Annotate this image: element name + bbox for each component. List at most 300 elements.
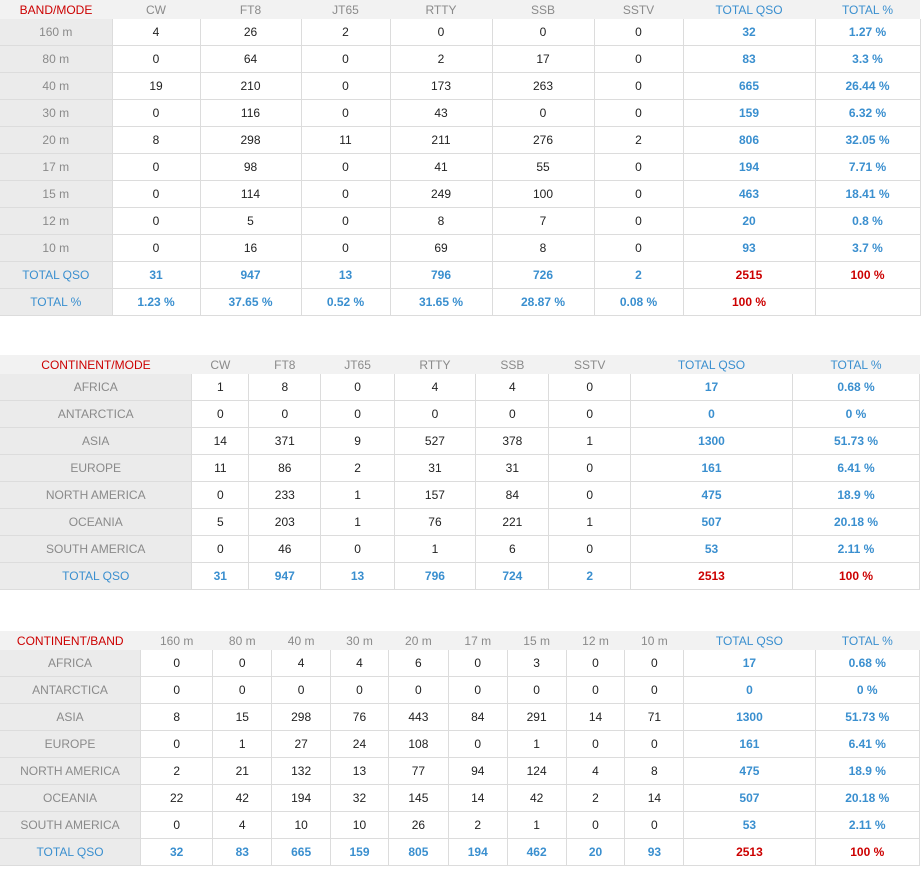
column-header-jt65: JT65	[301, 0, 390, 19]
grand-total-qso: 2515	[683, 262, 815, 289]
cell-value: 211	[390, 127, 492, 154]
column-header-sstv: SSTV	[594, 0, 683, 19]
column-total-qso: 13	[321, 563, 394, 590]
cell-value: 0	[321, 536, 394, 563]
cell-value: 0	[492, 100, 594, 127]
row-label: OCEANIA	[0, 509, 192, 536]
table-row	[0, 154, 920, 181]
column-total-pct: 1.23 %	[112, 289, 200, 316]
row-total-pct: 18.9 %	[815, 758, 919, 785]
table-row	[0, 208, 920, 235]
cell-value: 108	[388, 731, 448, 758]
row-label: ASIA	[0, 428, 192, 455]
cell-value: 11	[301, 127, 390, 154]
cell-value: 0	[594, 73, 683, 100]
cell-value: 0	[448, 677, 507, 704]
table-row	[0, 127, 920, 154]
total-qso-row	[0, 262, 920, 289]
cell-value: 86	[249, 455, 321, 482]
row-total-pct: 20.18 %	[815, 785, 919, 812]
column-total-pct: 0.52 %	[301, 289, 390, 316]
row-total-pct: 1.27 %	[815, 19, 920, 46]
row-total-qso: 53	[630, 536, 792, 563]
row-total-pct: 2.11 %	[793, 536, 920, 563]
cell-value: 0	[448, 650, 507, 677]
column-total-qso: 796	[390, 262, 492, 289]
row-total-qso: 1300	[684, 704, 815, 731]
cell-value: 4	[213, 812, 272, 839]
header-row	[0, 355, 920, 374]
cell-value: 0	[594, 46, 683, 73]
cell-value: 0	[476, 401, 549, 428]
row-total-qso: 507	[630, 509, 792, 536]
row-total-pct: 0.68 %	[815, 650, 919, 677]
cell-value: 10	[331, 812, 389, 839]
column-total-qso: 31	[112, 262, 200, 289]
column-total-pct: 28.87 %	[492, 289, 594, 316]
cell-value: 0	[141, 650, 213, 677]
table-row	[0, 374, 920, 401]
corner-label: CONTINENT/BAND	[0, 631, 141, 650]
cell-value: 7	[492, 208, 594, 235]
row-total-qso: 806	[683, 127, 815, 154]
row-label: NORTH AMERICA	[0, 482, 192, 509]
cell-value: 4	[272, 650, 331, 677]
cell-value: 0	[301, 154, 390, 181]
cell-value: 0	[594, 235, 683, 262]
cell-value: 0	[301, 73, 390, 100]
cell-value: 276	[492, 127, 594, 154]
cell-value: 4	[476, 374, 549, 401]
cell-value: 0	[192, 401, 249, 428]
cell-value: 116	[200, 100, 301, 127]
column-header-cw: CW	[112, 0, 200, 19]
row-total-qso: 93	[683, 235, 815, 262]
cell-value: 16	[200, 235, 301, 262]
row-total-qso: 161	[630, 455, 792, 482]
column-total-pct: 37.65 %	[200, 289, 301, 316]
table-row	[0, 235, 920, 262]
row-label: 12 m	[0, 208, 112, 235]
column-header-rtty: RTTY	[390, 0, 492, 19]
cell-value: 0	[192, 482, 249, 509]
row-total-qso: 507	[684, 785, 815, 812]
cell-value: 31	[476, 455, 549, 482]
cell-value: 4	[112, 19, 200, 46]
cell-value: 71	[625, 704, 684, 731]
column-total-qso: 32	[141, 839, 213, 866]
grand-total-pct: 100 %	[815, 839, 919, 866]
cell-value: 2	[301, 19, 390, 46]
column-header-total-pct: TOTAL %	[815, 631, 919, 650]
header-row	[0, 0, 920, 19]
cell-value: 10	[272, 812, 331, 839]
cell-value: 2	[594, 127, 683, 154]
column-header-jt65: JT65	[321, 355, 394, 374]
column-total-qso: 665	[272, 839, 331, 866]
cell-value: 0	[112, 100, 200, 127]
table-row	[0, 100, 920, 127]
table-row	[0, 401, 920, 428]
band-mode-table	[0, 0, 921, 316]
cell-value: 157	[394, 482, 476, 509]
row-total-pct: 26.44 %	[815, 73, 920, 100]
column-header-10-m: 10 m	[625, 631, 684, 650]
cell-value: 4	[566, 758, 625, 785]
cell-value: 0	[390, 19, 492, 46]
cell-value: 0	[112, 208, 200, 235]
cell-value: 41	[390, 154, 492, 181]
cell-value: 0	[492, 19, 594, 46]
column-total-qso: 159	[331, 839, 389, 866]
row-label: 15 m	[0, 181, 112, 208]
cell-value: 14	[448, 785, 507, 812]
cell-value: 3	[507, 650, 566, 677]
table-row	[0, 677, 920, 704]
column-header-17-m: 17 m	[448, 631, 507, 650]
column-header-total-pct: TOTAL %	[815, 0, 920, 19]
row-label: 10 m	[0, 235, 112, 262]
cell-value: 26	[200, 19, 301, 46]
cell-value: 15	[213, 704, 272, 731]
column-total-qso: 805	[388, 839, 448, 866]
cell-value: 0	[272, 677, 331, 704]
cell-value: 0	[625, 677, 684, 704]
row-label: ANTARCTICA	[0, 677, 141, 704]
table-row	[0, 46, 920, 73]
cell-value: 1	[192, 374, 249, 401]
cell-value: 5	[200, 208, 301, 235]
cell-value: 77	[388, 758, 448, 785]
cell-value: 8	[390, 208, 492, 235]
cell-value: 2	[448, 812, 507, 839]
row-total-qso: 83	[683, 46, 815, 73]
grand-total-pct: 100 %	[683, 289, 815, 316]
cell-value: 0	[625, 650, 684, 677]
cell-value: 0	[321, 374, 394, 401]
table-row	[0, 812, 920, 839]
continent-mode-table	[0, 355, 920, 590]
grand-total-pct: 100 %	[815, 262, 920, 289]
column-total-qso: 796	[394, 563, 476, 590]
column-header-rtty: RTTY	[394, 355, 476, 374]
cell-value: 527	[394, 428, 476, 455]
row-total-pct: 7.71 %	[815, 154, 920, 181]
row-total-pct: 3.3 %	[815, 46, 920, 73]
cell-value: 1	[213, 731, 272, 758]
cell-value: 124	[507, 758, 566, 785]
cell-value: 64	[200, 46, 301, 73]
table-header	[0, 0, 920, 19]
cell-value: 132	[272, 758, 331, 785]
row-total-qso: 17	[630, 374, 792, 401]
cell-value: 145	[388, 785, 448, 812]
row-total-qso: 475	[684, 758, 815, 785]
column-header-40-m: 40 m	[272, 631, 331, 650]
cell-value: 0	[625, 812, 684, 839]
cell-value: 76	[394, 509, 476, 536]
cell-value: 263	[492, 73, 594, 100]
row-total-pct: 51.73 %	[815, 704, 919, 731]
column-total-pct: 0.08 %	[594, 289, 683, 316]
cell-value: 2	[321, 455, 394, 482]
column-header-cw: CW	[192, 355, 249, 374]
cell-value: 8	[492, 235, 594, 262]
cell-value: 42	[507, 785, 566, 812]
cell-value: 55	[492, 154, 594, 181]
row-total-qso: 475	[630, 482, 792, 509]
cell-value: 6	[476, 536, 549, 563]
cell-value: 8	[625, 758, 684, 785]
column-total-qso: 20	[566, 839, 625, 866]
row-total-pct: 0 %	[793, 401, 920, 428]
table-row	[0, 19, 920, 46]
cell-value: 0	[594, 100, 683, 127]
row-label: ANTARCTICA	[0, 401, 192, 428]
row-label: 160 m	[0, 19, 112, 46]
row-label: ASIA	[0, 704, 141, 731]
cell-value: 27	[272, 731, 331, 758]
corner-label: BAND/MODE	[0, 0, 112, 19]
table-row	[0, 704, 920, 731]
cell-value: 4	[331, 650, 389, 677]
cell-value: 32	[331, 785, 389, 812]
cell-value: 1	[507, 731, 566, 758]
total-qso-row-label: TOTAL QSO	[0, 262, 112, 289]
cell-value: 249	[390, 181, 492, 208]
row-total-qso: 0	[684, 677, 815, 704]
row-label: AFRICA	[0, 374, 192, 401]
cell-value: 0	[112, 181, 200, 208]
cell-value: 2	[390, 46, 492, 73]
cell-value: 14	[625, 785, 684, 812]
table-row	[0, 73, 920, 100]
cell-value: 94	[448, 758, 507, 785]
total-qso-row-label: TOTAL QSO	[0, 563, 192, 590]
cell-value: 0	[566, 731, 625, 758]
column-header-ft8: FT8	[249, 355, 321, 374]
cell-value: 203	[249, 509, 321, 536]
cell-value: 0	[112, 235, 200, 262]
column-header-ft8: FT8	[200, 0, 301, 19]
cell-value: 1	[507, 812, 566, 839]
row-label: 40 m	[0, 73, 112, 100]
cell-value: 22	[141, 785, 213, 812]
column-header-15-m: 15 m	[507, 631, 566, 650]
row-total-qso: 665	[683, 73, 815, 100]
cell-value: 0	[549, 482, 631, 509]
cell-value: 0	[249, 401, 321, 428]
row-total-qso: 0	[630, 401, 792, 428]
table-body	[0, 374, 920, 590]
cell-value: 0	[549, 374, 631, 401]
column-header-total-qso: TOTAL QSO	[684, 631, 815, 650]
cell-value: 2	[566, 785, 625, 812]
table-header	[0, 355, 920, 374]
row-label: 17 m	[0, 154, 112, 181]
cell-value: 43	[390, 100, 492, 127]
cell-value: 0	[625, 731, 684, 758]
row-label: 30 m	[0, 100, 112, 127]
cell-value: 0	[549, 455, 631, 482]
cell-value: 0	[301, 46, 390, 73]
row-total-pct: 6.41 %	[793, 455, 920, 482]
cell-value: 0	[301, 208, 390, 235]
table-row	[0, 509, 920, 536]
cell-value: 76	[331, 704, 389, 731]
cell-value: 1	[321, 509, 394, 536]
column-header-160-m: 160 m	[141, 631, 213, 650]
table-row	[0, 650, 920, 677]
row-total-qso: 1300	[630, 428, 792, 455]
cell-value: 2	[141, 758, 213, 785]
cell-value: 14	[192, 428, 249, 455]
table-row	[0, 455, 920, 482]
cell-value: 0	[507, 677, 566, 704]
total-pct-row-label: TOTAL %	[0, 289, 112, 316]
cell-value: 0	[448, 731, 507, 758]
column-total-qso: 724	[476, 563, 549, 590]
cell-value: 8	[141, 704, 213, 731]
row-total-pct: 20.18 %	[793, 509, 920, 536]
table-row	[0, 536, 920, 563]
table-row	[0, 758, 920, 785]
cell-value: 0	[388, 677, 448, 704]
cell-value: 371	[249, 428, 321, 455]
cell-value: 0	[331, 677, 389, 704]
row-label: 80 m	[0, 46, 112, 73]
row-total-qso: 20	[683, 208, 815, 235]
column-header-ssb: SSB	[492, 0, 594, 19]
cell-value: 194	[272, 785, 331, 812]
total-pct-row	[0, 289, 920, 316]
cell-value: 0	[594, 181, 683, 208]
cell-value: 84	[476, 482, 549, 509]
cell-value: 17	[492, 46, 594, 73]
cell-value: 1	[549, 428, 631, 455]
cell-value: 21	[213, 758, 272, 785]
cell-value: 443	[388, 704, 448, 731]
cell-value: 8	[112, 127, 200, 154]
grand-total-pct: 100 %	[793, 563, 920, 590]
cell-value: 0	[594, 19, 683, 46]
cell-value: 0	[141, 812, 213, 839]
cell-value: 0	[112, 154, 200, 181]
row-label: SOUTH AMERICA	[0, 812, 141, 839]
total-qso-row	[0, 563, 920, 590]
row-label: EUROPE	[0, 731, 141, 758]
cell-value: 0	[394, 401, 476, 428]
column-total-qso: 947	[249, 563, 321, 590]
row-label: AFRICA	[0, 650, 141, 677]
column-total-qso: 2	[549, 563, 631, 590]
column-header-12-m: 12 m	[566, 631, 625, 650]
grand-total-qso: 2513	[630, 563, 792, 590]
row-label: 20 m	[0, 127, 112, 154]
cell-value: 298	[272, 704, 331, 731]
cell-value: 0	[301, 235, 390, 262]
column-total-qso: 194	[448, 839, 507, 866]
cell-value: 0	[301, 100, 390, 127]
cell-value: 100	[492, 181, 594, 208]
cell-value: 42	[213, 785, 272, 812]
row-total-pct: 2.11 %	[815, 812, 919, 839]
cell-value: 24	[331, 731, 389, 758]
header-row	[0, 631, 920, 650]
row-total-pct: 18.41 %	[815, 181, 920, 208]
cell-value: 0	[213, 650, 272, 677]
cell-value: 0	[594, 208, 683, 235]
cell-value: 233	[249, 482, 321, 509]
corner-label: CONTINENT/MODE	[0, 355, 192, 374]
column-header-total-qso: TOTAL QSO	[683, 0, 815, 19]
row-label: NORTH AMERICA	[0, 758, 141, 785]
cell-value: 0	[566, 677, 625, 704]
cell-value: 0	[594, 154, 683, 181]
row-total-pct: 3.7 %	[815, 235, 920, 262]
cell-value: 210	[200, 73, 301, 100]
row-total-qso: 17	[684, 650, 815, 677]
cell-value: 0	[192, 536, 249, 563]
cell-value: 5	[192, 509, 249, 536]
row-total-pct: 0 %	[815, 677, 919, 704]
row-total-qso: 159	[683, 100, 815, 127]
column-header-total-qso: TOTAL QSO	[630, 355, 792, 374]
cell-value: 0	[321, 401, 394, 428]
total-qso-row-label: TOTAL QSO	[0, 839, 141, 866]
row-label: SOUTH AMERICA	[0, 536, 192, 563]
table-row	[0, 482, 920, 509]
row-total-pct: 6.32 %	[815, 100, 920, 127]
cell-value: 221	[476, 509, 549, 536]
row-total-qso: 161	[684, 731, 815, 758]
column-total-qso: 726	[492, 262, 594, 289]
cell-value: 0	[566, 812, 625, 839]
grand-total-qso: 2513	[684, 839, 815, 866]
cell-value: 46	[249, 536, 321, 563]
table-row	[0, 785, 920, 812]
total-qso-row	[0, 839, 920, 866]
cell-value: 4	[394, 374, 476, 401]
cell-value: 378	[476, 428, 549, 455]
row-total-qso: 194	[683, 154, 815, 181]
table-body	[0, 650, 920, 866]
cell-value: 11	[192, 455, 249, 482]
cell-value: 291	[507, 704, 566, 731]
row-total-qso: 53	[684, 812, 815, 839]
row-label: OCEANIA	[0, 785, 141, 812]
cell-value: 13	[331, 758, 389, 785]
row-total-pct: 32.05 %	[815, 127, 920, 154]
table-row	[0, 428, 920, 455]
table-row	[0, 181, 920, 208]
column-header-80-m: 80 m	[213, 631, 272, 650]
cell-value: 0	[141, 677, 213, 704]
column-total-qso: 83	[213, 839, 272, 866]
cell-value: 1	[394, 536, 476, 563]
cell-value: 0	[112, 46, 200, 73]
column-header-ssb: SSB	[476, 355, 549, 374]
row-label: EUROPE	[0, 455, 192, 482]
table-body	[0, 19, 920, 316]
cell-value: 114	[200, 181, 301, 208]
row-total-pct: 18.9 %	[793, 482, 920, 509]
cell-value: 6	[388, 650, 448, 677]
cell-value: 0	[141, 731, 213, 758]
cell-value: 9	[321, 428, 394, 455]
column-total-qso: 462	[507, 839, 566, 866]
column-total-qso: 2	[594, 262, 683, 289]
